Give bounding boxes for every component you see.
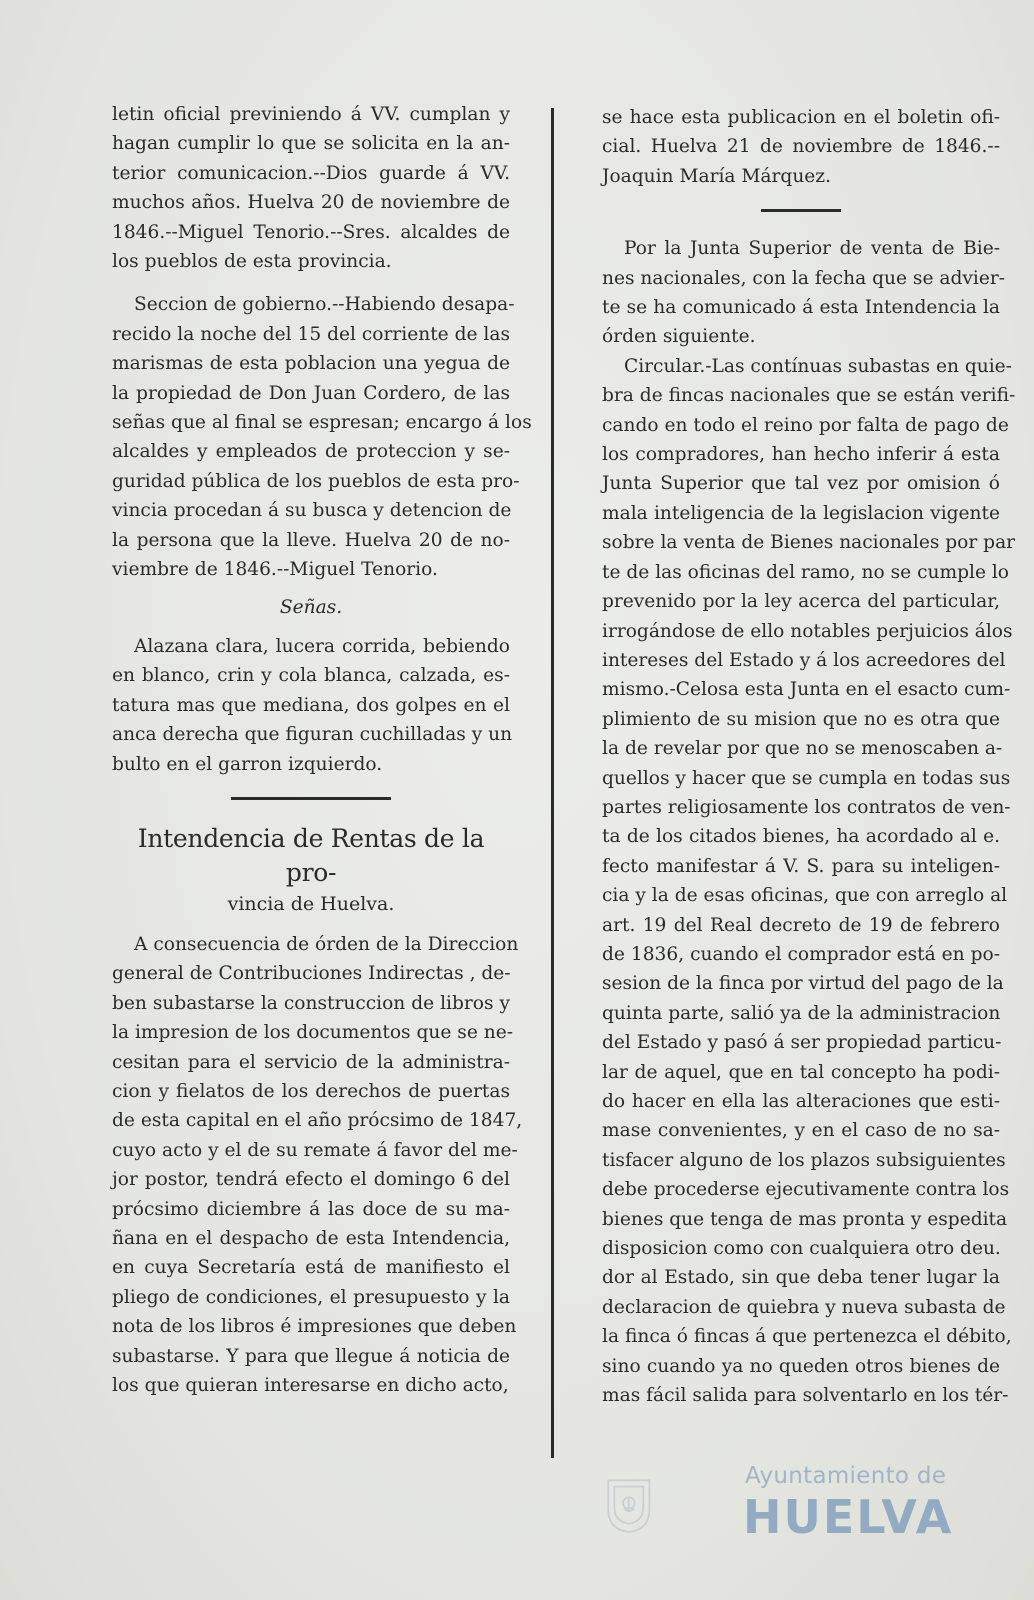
text-line: debe procederse ejecutivamente contra los [602, 1179, 1010, 1201]
text-line: de 1836, cuando el comprador está en po- [602, 943, 1000, 965]
text-line: los compradores, han hecho inferir á esta [602, 444, 1000, 466]
left-block-2 [112, 290, 532, 584]
text-line: general de Contribuciones Indirectas , de- [112, 963, 511, 985]
text-line: pliego de condiciones, el presupuesto y la [112, 1286, 510, 1308]
text-line: terior comunicacion.--Dios guarde á VV. [112, 162, 510, 184]
text-line: muchos años. Huelva 20 de noviembre de [112, 192, 510, 214]
text-line: ta de los citados bienes, ha acordado al e. [602, 826, 1000, 848]
text-line: do hacer en ella las alteraciones que esti- [602, 1091, 1000, 1112]
left-block-1 [112, 100, 510, 276]
text-line: alcaldes y empleados de proteccion y se- [112, 441, 510, 463]
text-line: Junta Superior que tal vez por omision ó [602, 473, 1000, 495]
text-line: la persona que la lleve. Huelva 20 de no- [112, 529, 510, 551]
text-line: del Estado y pasó á ser propiedad particu- [602, 1032, 1002, 1054]
right-column [602, 103, 1016, 1410]
text-line: Joaquin María Márquez. [602, 165, 831, 187]
text-line: te se ha comunicado á esta Intendencia la [602, 297, 1000, 319]
text-line: tisfacer alguno de los plazos subsiguientes [602, 1149, 1006, 1171]
text-line: anca derecha que figuran cuchilladas y un [112, 724, 513, 746]
text-line: dor al Estado, sin que deba tener lugar la [602, 1267, 1000, 1289]
text-line: viembre de 1846.--Miguel Tenorio. [112, 559, 438, 581]
text-line: declaracion de quiebra y nueva subasta de [602, 1296, 1006, 1318]
text-line: Alazana clara, lucera corrida, bebiendo [134, 635, 510, 657]
text-line: en cuya Secretaría está de manifiesto el [112, 1257, 510, 1279]
text-line: quinta parte, salió ya de la administracion [602, 1002, 1001, 1024]
text-line: partes religiosamente los contratos de ven- [602, 796, 1011, 818]
text-line: nota de los libros é impresiones que deben [112, 1316, 517, 1338]
section-heading: Intendencia de Rentas de la pro- [137, 823, 485, 887]
text-line: se hace esta publicacion en el boletin ofi- [602, 107, 1000, 128]
left-column [112, 100, 532, 1400]
text-line: Circular.-Las contínuas subastas en quie- [624, 355, 1012, 377]
text-line: cando en todo el reino por falta de pago de [602, 414, 1009, 436]
text-line: recido la noche del 15 del corriente de las [112, 323, 510, 345]
text-line: mala inteligencia de la legislacion vigente [602, 502, 1000, 524]
right-block-3 [602, 352, 1016, 1411]
text-line: irrogándose de ello notables perjuicios álos [602, 620, 1013, 642]
text-line: bulto en el garron izquierdo. [112, 753, 383, 775]
text-line: letin oficial previniendo á VV. cumplan y [112, 104, 510, 125]
left-block-3 [112, 632, 513, 779]
text-line: tatura mas que mediana, dos golpes en el [112, 694, 510, 716]
text-line: mas fácil salida para solventarlo en los tér- [602, 1385, 1009, 1407]
city-seal-watermark [600, 1428, 740, 1578]
text-line: bra de fincas nacionales que se están verifi- [602, 385, 1016, 407]
column-divider [551, 108, 554, 1458]
text-line: quellos y hacer que se cumpla en todas sus [602, 767, 1011, 789]
text-line: ben subastarse la construccion de libros y [112, 992, 510, 1014]
text-line: la finca ó fincas á que pertenezca el débito, [602, 1326, 1012, 1348]
text-line: sino cuando ya no queden otros bienes de [602, 1355, 1000, 1377]
text-line: 1846.--Miguel Tenorio.--Sres. alcaldes de [112, 221, 510, 243]
text-line: art. 19 del Real decreto de 19 de febrero [602, 914, 1000, 936]
text-line: jor postor, tendrá efecto el domingo 6 del [112, 1169, 510, 1191]
text-line: te de las oficinas del ramo, no se cumple lo [602, 561, 1010, 583]
text-line: órden siguiente. [602, 326, 756, 348]
text-line: señas que al final se espresan; encargo á los [112, 412, 532, 434]
text-line: en blanco, crin y cola blanca, calzada, es- [112, 665, 510, 687]
short-rule [761, 209, 841, 212]
text-line: la de revelar por que no se menoscaben a- [602, 738, 1003, 760]
text-line: cia y la de esas oficinas, que con arreglo al [602, 885, 1008, 907]
text-line: Por la Junta Superior de venta de Bie- [624, 238, 1000, 260]
text-line: la propiedad de Don Juan Cordero, de las [112, 382, 510, 404]
text-line: fecto manifestar á V. S. para su inteligen- [602, 855, 1000, 877]
text-line: intereses del Estado y á los acreedores del [602, 649, 1006, 671]
text-line: de esta capital en el año prócsimo de 1847, [112, 1110, 523, 1132]
text-line: plimiento de su mision que no es otra que [602, 708, 1000, 730]
text-line: sobre la venta de Bienes nacionales por par [602, 532, 1016, 554]
text-line: prevenido por la ley acerca del particular, [602, 591, 1000, 613]
text-line: mismo.-Celosa esta Junta en el esacto cum- [602, 679, 1011, 701]
text-line: ñana en el despacho de esta Intendencia, [112, 1228, 510, 1249]
section-subheading: vincia de Huelva. [227, 892, 395, 915]
watermark-line2: HUELVA [743, 1490, 954, 1544]
text-line: la impresion de los documentos que se ne- [112, 1022, 514, 1044]
text-line: marismas de esta poblacion una yegua de [112, 353, 510, 375]
right-block-1 [602, 103, 1000, 191]
text-line: guridad pública de los pueblos de esta pro- [112, 470, 520, 492]
text-line: los pueblos de esta provincia. [112, 251, 392, 273]
text-line: mase convenientes, y en el caso de no sa- [602, 1120, 1000, 1142]
text-line: cial. Huelva 21 de noviembre de 1846.-- [602, 136, 1000, 158]
text-line: hagan cumplir lo que se solicita en la an- [112, 133, 510, 155]
text-line: A consecuencia de órden de la Direccion [134, 933, 519, 955]
text-line: bienes que tenga de mas pronta y espedita [602, 1208, 1008, 1230]
text-line: nes nacionales, con la fecha que se advier- [602, 267, 1005, 289]
text-line: subastarse. Y para que llegue á noticia de [112, 1345, 510, 1367]
senas-title: Señas. [279, 596, 343, 618]
text-line: Seccion de gobierno.--Habiendo desapa- [134, 294, 515, 316]
section-rule [231, 797, 391, 800]
text-line: disposicion como con cualquiera otro deu. [602, 1238, 1001, 1260]
right-block-2 [602, 234, 1005, 352]
text-line: sesion de la finca por virtud del pago de la [602, 973, 1004, 995]
watermark-line1: Ayuntamiento de [745, 1463, 947, 1489]
text-line: prócsimo diciembre á las doce de su ma- [112, 1198, 510, 1220]
text-line: los que quieran interesarse en dicho acto, [112, 1375, 509, 1397]
text-line: cesitan para el servicio de la administra- [112, 1051, 510, 1073]
left-block-4 [112, 930, 523, 1401]
text-line: cuyo acto y el de su remate á favor del me- [112, 1139, 518, 1161]
text-line: lar de aquel, que en tal concepto ha podi- [602, 1061, 1000, 1083]
text-line: vincia procedan á su busca y detencion de [112, 500, 512, 522]
text-line: cion y fielatos de los derechos de puertas [112, 1080, 510, 1102]
